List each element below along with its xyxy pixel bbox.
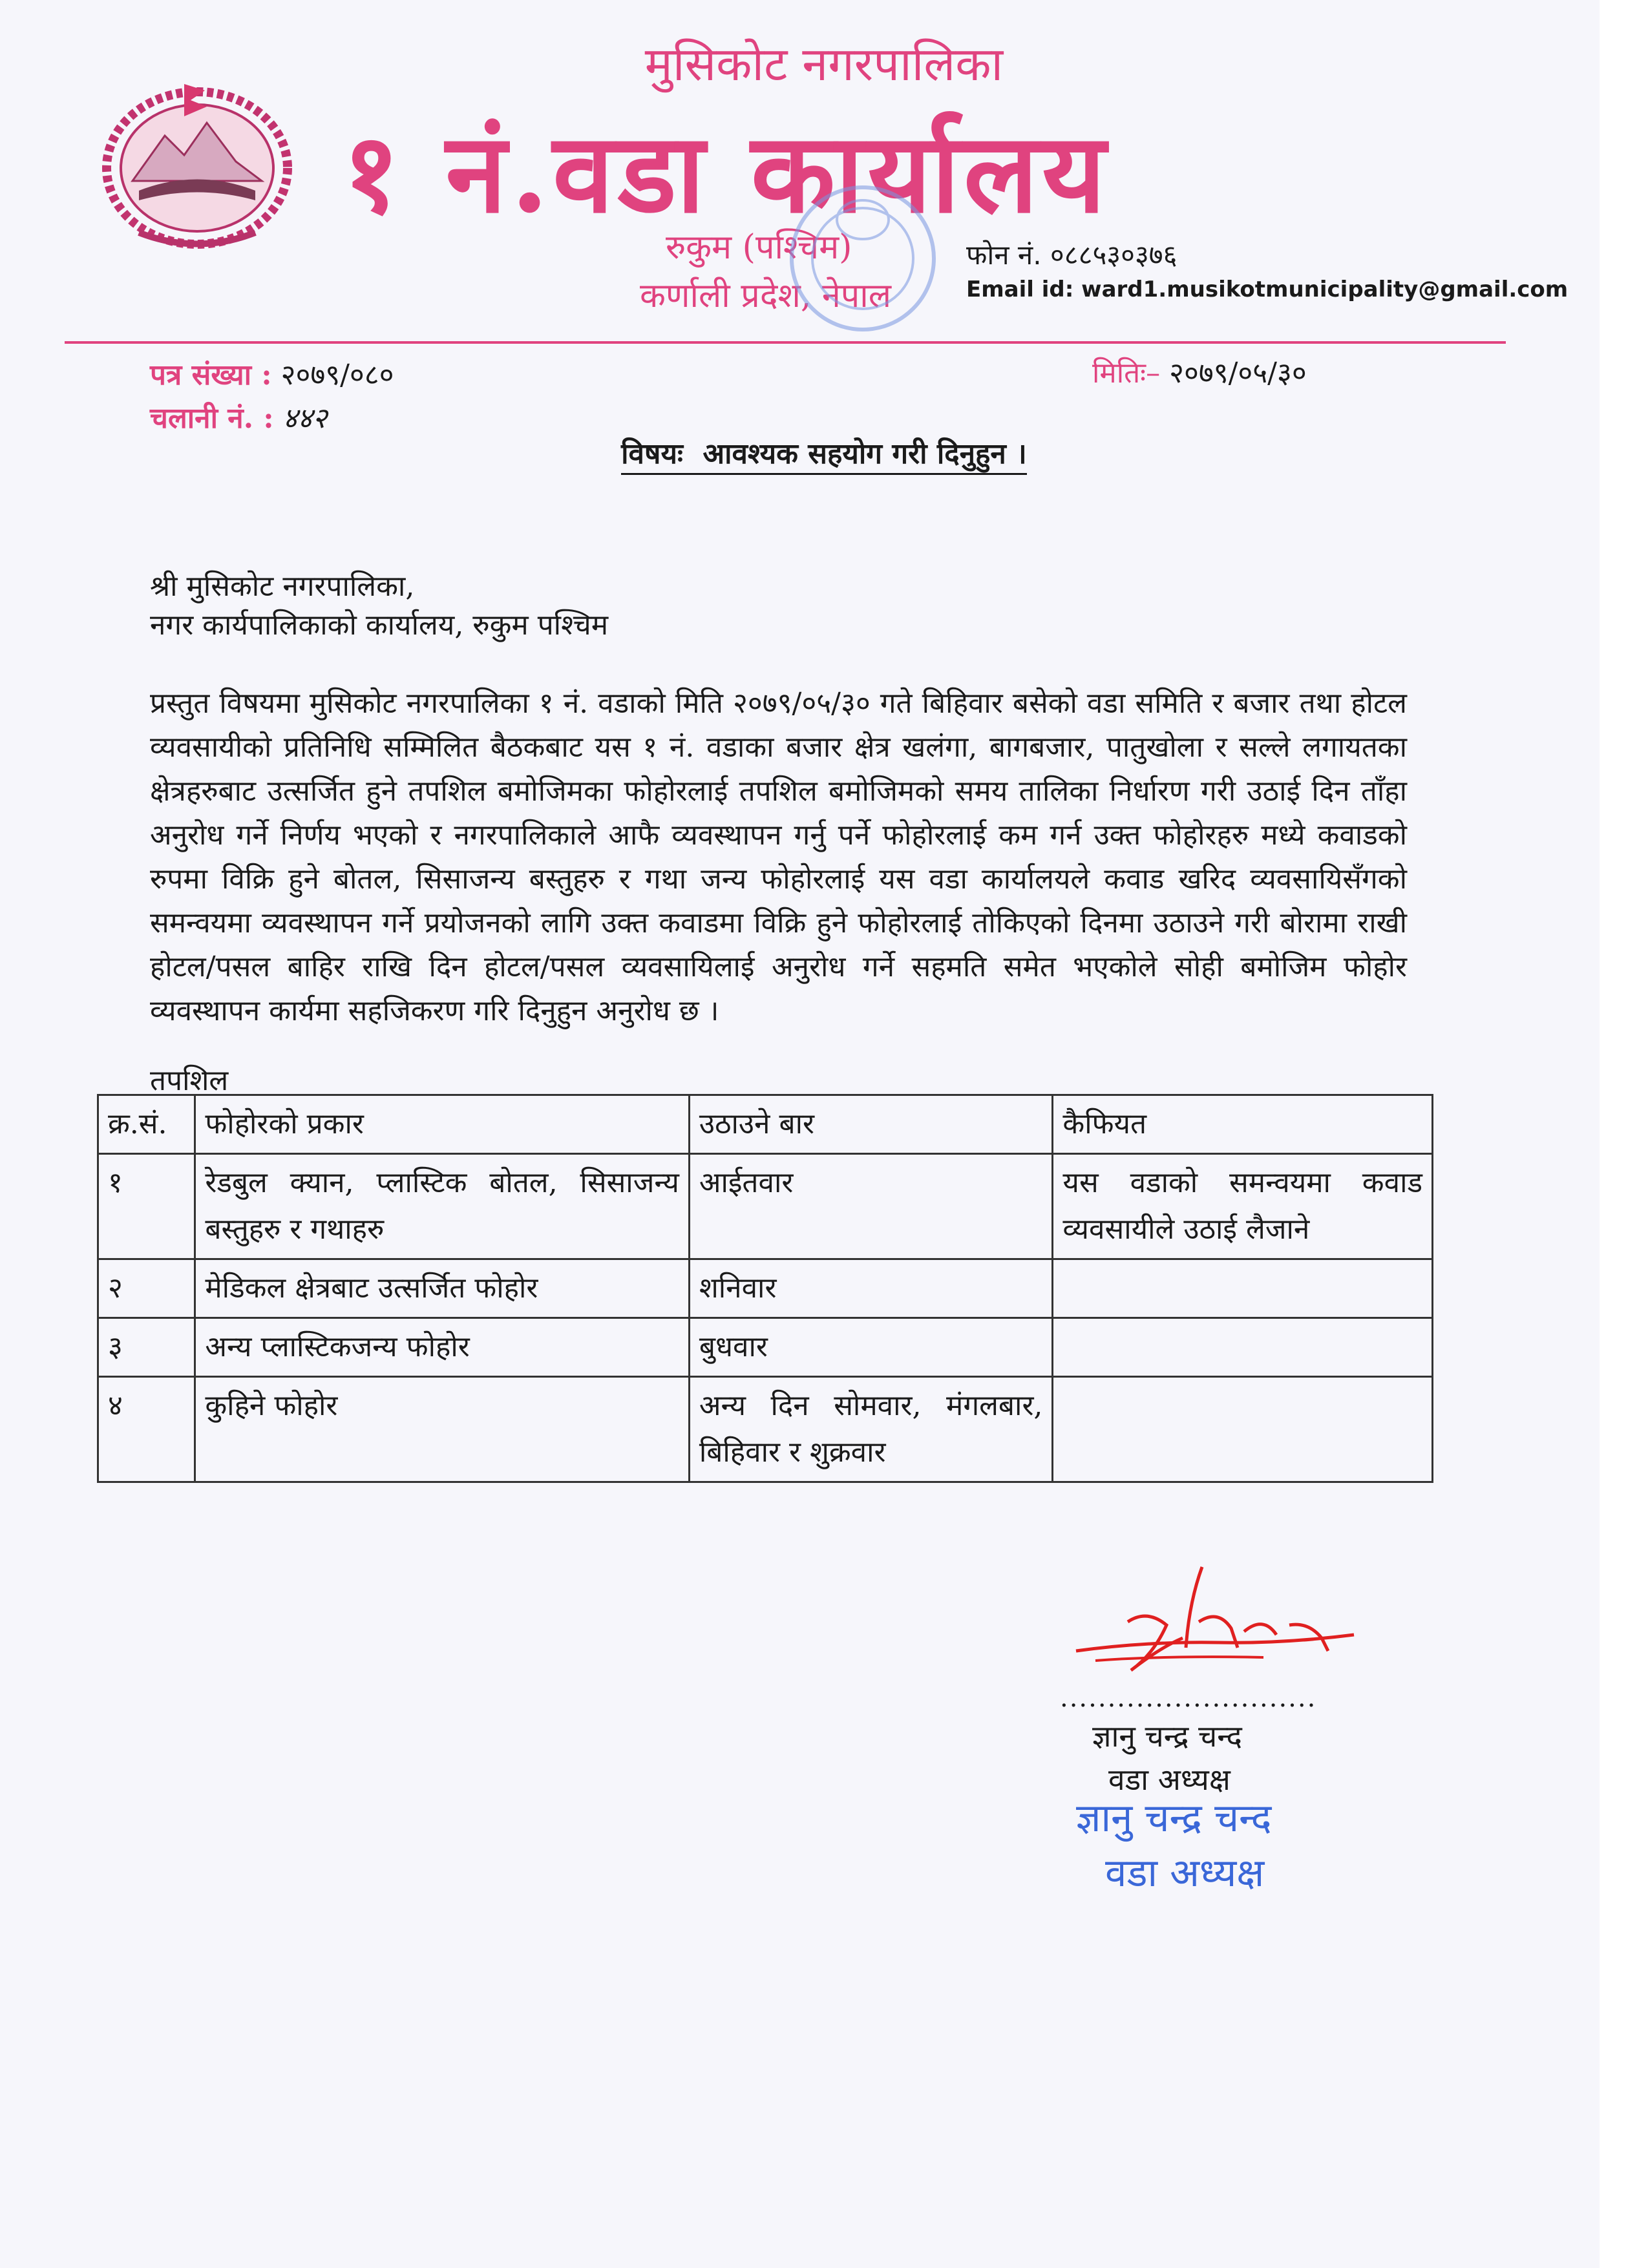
table-caption: तपशिल: [150, 1064, 229, 1097]
row-serial: १: [98, 1154, 195, 1259]
recipient-line-2: नगर कार्यपालिकाको कार्यालय, रुकुम पश्चिम: [150, 609, 609, 642]
waste-collection-table: [97, 1094, 1433, 1483]
office-seal-icon: [779, 174, 947, 349]
dispatch-number-label: चलानी नं. :: [150, 402, 274, 435]
table-row: [98, 1259, 1433, 1318]
row-waste-type: अन्य प्लास्टिकजन्य फोहोर: [195, 1318, 689, 1377]
row-collection-day: बुधवार: [689, 1318, 1053, 1377]
letter-number-label: पत्र संख्या :: [150, 359, 272, 392]
stamp-name: ज्ञानु चन्द्र चन्द: [1076, 1796, 1272, 1841]
subject-line: [0, 433, 1648, 472]
ward-office-title: १ नं.वडा कार्यालय: [343, 109, 1110, 238]
district-name: रुकुम (पश्चिम): [666, 228, 852, 267]
row-serial: ४: [98, 1377, 195, 1482]
header-collection-day: उठाउने बार: [689, 1095, 1053, 1154]
header-serial: क्र.सं.: [98, 1095, 195, 1154]
table-row: [98, 1318, 1433, 1377]
stamp-title: वडा अध्यक्ष: [1105, 1851, 1265, 1896]
date-value: २०७९/०५/३०: [1169, 357, 1307, 390]
recipient-line-1: श्री मुसिकोट नगरपालिका,: [150, 570, 415, 603]
header-waste-type: फोहोरको प्रकार: [195, 1095, 689, 1154]
signatory-name: ज्ञानु चन्द्र चन्द: [1092, 1719, 1242, 1754]
row-remarks: यस वडाको समन्वयमा कवाड व्यवसायीले उठाई लैजाने: [1053, 1154, 1433, 1259]
date-label: मितिः–: [1092, 357, 1161, 390]
letter-number-value: २०७९/०८०: [280, 359, 394, 392]
dispatch-number: [150, 397, 327, 436]
row-collection-day: शनिवार: [689, 1259, 1053, 1318]
table-row: [98, 1377, 1433, 1482]
letter-date: [1092, 352, 1307, 391]
letter-number: [150, 354, 394, 393]
signature-line: ...........................: [1060, 1683, 1317, 1713]
handwritten-signature: [1070, 1564, 1373, 1693]
header-divider: [65, 341, 1506, 344]
province-name: कर्णाली प्रदेश, नेपाल: [640, 277, 891, 315]
row-waste-type: रेडबुल क्यान, प्लास्टिक बोतल, सिसाजन्य बस्तुहरु र गथाहरु: [195, 1154, 689, 1259]
table-header-row: [98, 1095, 1433, 1154]
table-row: [98, 1154, 1433, 1259]
header-remarks: कैफियत: [1053, 1095, 1433, 1154]
row-waste-type: मेडिकल क्षेत्रबाट उत्सर्जित फोहोर: [195, 1259, 689, 1318]
dispatch-number-value: ४४२: [282, 402, 328, 435]
scan-margin: [1600, 0, 1648, 2268]
row-remarks: [1053, 1318, 1433, 1377]
row-remarks: [1053, 1259, 1433, 1318]
municipality-name: मुसिकोट नगरपालिका: [644, 37, 1004, 91]
subject-label: विषयः: [621, 437, 683, 470]
phone-number: फोन नं. ०८८५३०३७६: [966, 239, 1178, 271]
row-remarks: [1053, 1377, 1433, 1482]
row-collection-day: अन्य दिन सोमवार, मंगलबार, बिहिवार र शुक्रवार: [689, 1377, 1053, 1482]
row-serial: २: [98, 1259, 195, 1318]
signatory-title: वडा अध्यक्ष: [1108, 1762, 1231, 1797]
row-waste-type: कुहिने फोहोर: [195, 1377, 689, 1482]
row-collection-day: आईतवार: [689, 1154, 1053, 1259]
subject-text: आवश्यक सहयोग गरी दिनुहुन ।: [703, 437, 1027, 470]
email-address: Email id: ward1.musikotmunicipality@gmail.com: [966, 277, 1569, 302]
row-serial: ३: [98, 1318, 195, 1377]
nepal-emblem-logo: [94, 71, 301, 258]
letter-body: प्रस्तुत विषयमा मुसिकोट नगरपालिका १ नं. वडाको मिति २०७९/०५/३० गते बिहिवार बसेको वडा समिति र बजार तथा होटल व्यवसायीको प्रतिनिधि सम्मिलित बैठकबाट यस १ नं. वडाका बजार क्षेत्र खलंगा, बागबजार, पातुखोला र सल्ले लगायतका क्षेत्रहरुबाट उत्सर्जित हुने तपशिल बमोजिमका फोहोरलाई तपशिल बमोजिमको समय तालिका निर्धारण गरी उठाई दिन ताँहा अनुरोध गर्ने निर्णय भएको र नगरपालिकाले आफै व्यवस्थापन गर्नु पर्ने फोहोरलाई कम गर्न उक्त फोहोरहरु मध्ये कवाडको रुपमा विक्रि हुने बोतल, सिसाजन्य बस्तुहरु र गथा जन्य फोहोरलाई यस वडा कार्यालयले कवाड खरिद व्यवसायिसँगको समन्वयमा व्यवस्थापन गर्ने प्रयोजनको लागि उक्त कवाडमा विक्रि हुने फोहोरलाई तोकिएको दिनमा उठाउने गरी बोरामा राखी होटल/पसल बाहिर राखि दिन होटल/पसल व्यवसायिलाई अनुरोध गर्ने सहमति समेत भएकोले सोही बमोजिम फोहोर व्यवस्थापन कार्यमा सहजिकरण गरि दिनुहुन अनुरोध छ ।: [150, 687, 1407, 1027]
